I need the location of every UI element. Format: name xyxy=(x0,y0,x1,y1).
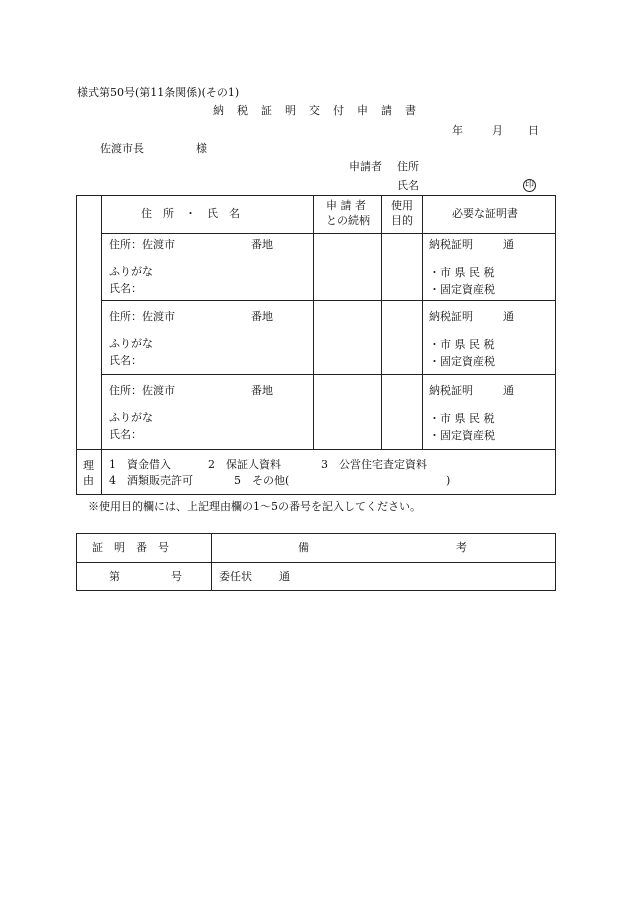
row2-furigana: ふりがな xyxy=(109,337,153,350)
reason-1: 1 資金借入 xyxy=(109,458,171,471)
table-divider xyxy=(76,449,556,450)
row2-cert: 納税証明 xyxy=(429,310,473,323)
table-divider xyxy=(76,562,556,563)
header-certificate: 必要な証明書 xyxy=(452,207,518,220)
honorific: 様 xyxy=(196,142,207,155)
row2-count: 通 xyxy=(503,310,514,323)
row3-name: 氏名： xyxy=(109,428,142,441)
row3-banchi: 番地 xyxy=(251,384,273,397)
cert-number-suffix: 号 xyxy=(171,570,182,583)
applicant-name-label: 氏名 xyxy=(397,179,419,192)
row1-address: 住所：佐渡市 xyxy=(109,238,175,251)
row1-tax2: ・固定資産税 xyxy=(429,283,495,296)
reason-label-2: 由 xyxy=(83,474,94,487)
remarks-header-2: 考 xyxy=(456,541,467,554)
applicant-address-label: 住所 xyxy=(397,160,419,173)
proxy-label: 委任状 xyxy=(219,570,252,583)
row3-cert: 納税証明 xyxy=(429,384,473,397)
remarks-header-1: 備 xyxy=(298,541,309,554)
row3-tax2: ・固定資産税 xyxy=(429,429,495,442)
row1-tax1: ・市 県 民 税 xyxy=(429,266,495,279)
applicant-label: 申請者 xyxy=(349,160,382,173)
table-divider xyxy=(101,195,102,495)
row3-furigana: ふりがな xyxy=(109,411,153,424)
form-title: 納税証明交付申請書 xyxy=(213,104,429,117)
row2-tax2: ・固定資産税 xyxy=(429,355,495,368)
reason-2: 2 保証人資料 xyxy=(208,458,281,471)
row1-name: 氏名： xyxy=(109,282,142,295)
cert-number-prefix: 第 xyxy=(109,570,120,583)
reason-4: 4 酒類販売許可 xyxy=(109,474,193,487)
row1-cert: 納税証明 xyxy=(429,238,473,251)
header-relation-line1: 申 請 者 xyxy=(326,199,366,212)
reason-5: 5 その他( xyxy=(234,474,290,487)
reason-label-1: 理 xyxy=(83,459,94,472)
date-month-label: 月 xyxy=(492,124,503,137)
header-address-name: 住 所 ・ 氏 名 xyxy=(141,207,240,220)
row2-address: 住所：佐渡市 xyxy=(109,310,175,323)
date-day-label: 日 xyxy=(528,124,539,137)
cert-number-header: 証 明 番 号 xyxy=(92,541,169,554)
header-purpose-line2: 目的 xyxy=(391,214,413,227)
table-divider xyxy=(101,374,556,375)
addressee: 佐渡市長 xyxy=(100,142,144,155)
row2-banchi: 番地 xyxy=(251,310,273,323)
proxy-count: 通 xyxy=(279,570,290,583)
row2-name: 氏名： xyxy=(109,354,142,367)
table-divider xyxy=(101,300,556,301)
row2-tax1: ・市 県 民 税 xyxy=(429,338,495,351)
date-year-label: 年 xyxy=(452,124,463,137)
row1-count: 通 xyxy=(503,238,514,251)
table-divider xyxy=(101,233,556,234)
row1-furigana: ふりがな xyxy=(109,265,153,278)
row1-banchi: 番地 xyxy=(251,238,273,251)
reason-5-close-paren: ) xyxy=(446,474,451,487)
row3-address: 住所：佐渡市 xyxy=(109,384,175,397)
header-relation-line2: との続柄 xyxy=(326,214,370,227)
row3-count: 通 xyxy=(503,384,514,397)
seal-mark: 印 xyxy=(524,180,534,190)
reason-3: 3 公営住宅査定資料 xyxy=(321,458,427,471)
usage-note: ※使用目的欄には、上記理由欄の1〜5の番号を記入してください。 xyxy=(88,500,421,513)
form-number: 様式第50号(第11条関係)(その1) xyxy=(77,86,240,99)
header-purpose-line1: 使用 xyxy=(391,199,413,212)
row3-tax1: ・市 県 民 税 xyxy=(429,412,495,425)
